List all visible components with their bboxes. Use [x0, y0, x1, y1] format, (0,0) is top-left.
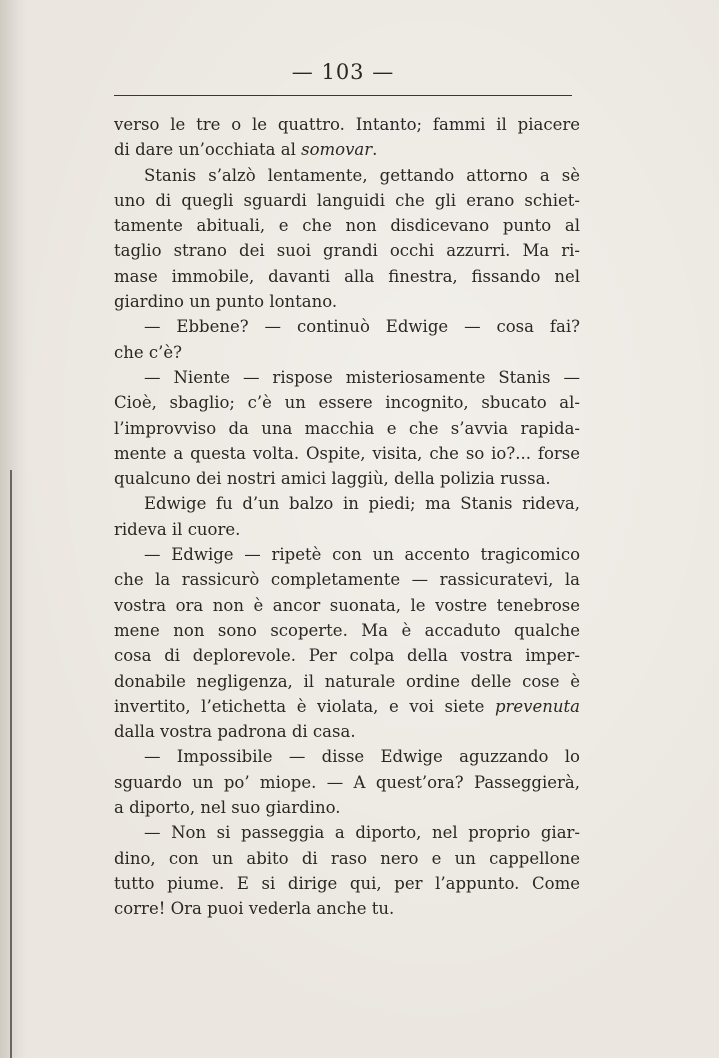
text-line: — Niente — rispose misteriosamente Stanis —: [144, 367, 580, 387]
text-line: mene non sono scoperte. Ma è accaduto qualche: [114, 620, 580, 640]
text-line: mente a questa volta. Ospite, visita, che so io?... forse: [114, 443, 580, 463]
text-line: — Non si passeggia a diporto, nel proprio giar-: [144, 823, 580, 843]
book-spine-shadow: [0, 0, 28, 1058]
text-line: che la rassicurò completamente — rassicuratevi, la: [114, 570, 580, 590]
text-line: — Impossibile — disse Edwige aguzzando lo: [144, 747, 580, 767]
text-line: Edwige fu d’un balzo in piedi; ma Stanis rideva,: [144, 494, 580, 514]
header-rule: [114, 95, 572, 96]
text-line: Cioè, sbaglio; c’è un essere incognito, sbucato al-: [114, 393, 580, 413]
text-line: — Edwige — ripetè con un accento tragicomico: [144, 545, 580, 565]
text-line: tamente abituali, e che non disdicevano punto al: [114, 216, 580, 236]
text-line: dalla vostra padrona di casa.: [114, 722, 356, 742]
text-line: di dare un’occhiata al somovar.: [114, 140, 378, 160]
text-line: qualcuno dei nostri amici laggiù, della polizia russa.: [114, 469, 551, 489]
text-line: — Ebbene? — continuò Edwige — cosa fai?: [144, 317, 580, 337]
text-line: a diporto, nel suo giardino.: [114, 798, 341, 818]
body-text: [114, 112, 580, 922]
text-line: Stanis s’alzò lentamente, gettando attorno a sè: [144, 165, 580, 185]
text-line: cosa di deplorevole. Per colpa della vostra imper-: [114, 646, 580, 666]
text-line: giardino un punto lontano.: [114, 292, 338, 312]
text-line: uno di quegli sguardi languidi che gli erano schiet-: [114, 190, 580, 210]
text-line: che c’è?: [114, 342, 182, 362]
text-line: corre! Ora puoi vederla anche tu.: [114, 899, 395, 919]
text-line: tutto piume. E si dirige qui, per l’appunto. Come: [114, 873, 580, 893]
page-number: — 103 —: [291, 60, 395, 84]
text-line: donabile negligenza, il naturale ordine delle cose è: [114, 671, 580, 691]
text-line: l’improvviso da una macchia e che s’avvia rapida-: [114, 418, 580, 438]
text-line: sguardo un po’ miope. — A quest’ora? Passeggierà,: [114, 772, 580, 792]
text-line: dino, con un abito di raso nero e un cappellone: [114, 848, 580, 868]
text-line: invertito, l’etichetta è violata, e voi siete prevenuta: [114, 696, 580, 716]
text-line: verso le tre o le quattro. Intanto; fammi il piacere: [114, 115, 580, 134]
binding-edge: [10, 470, 12, 1058]
italic-word: prevenuta: [494, 696, 580, 716]
text-line: mase immobile, davanti alla finestra, fissando nel: [114, 266, 580, 286]
text-line: vostra ora non è ancor suonata, le vostre tenebrose: [114, 595, 580, 615]
italic-word: somovar: [301, 140, 373, 160]
text-line: taglio strano dei suoi grandi occhi azzurri. Ma ri-: [114, 241, 580, 261]
text-line: rideva il cuore.: [114, 519, 241, 539]
